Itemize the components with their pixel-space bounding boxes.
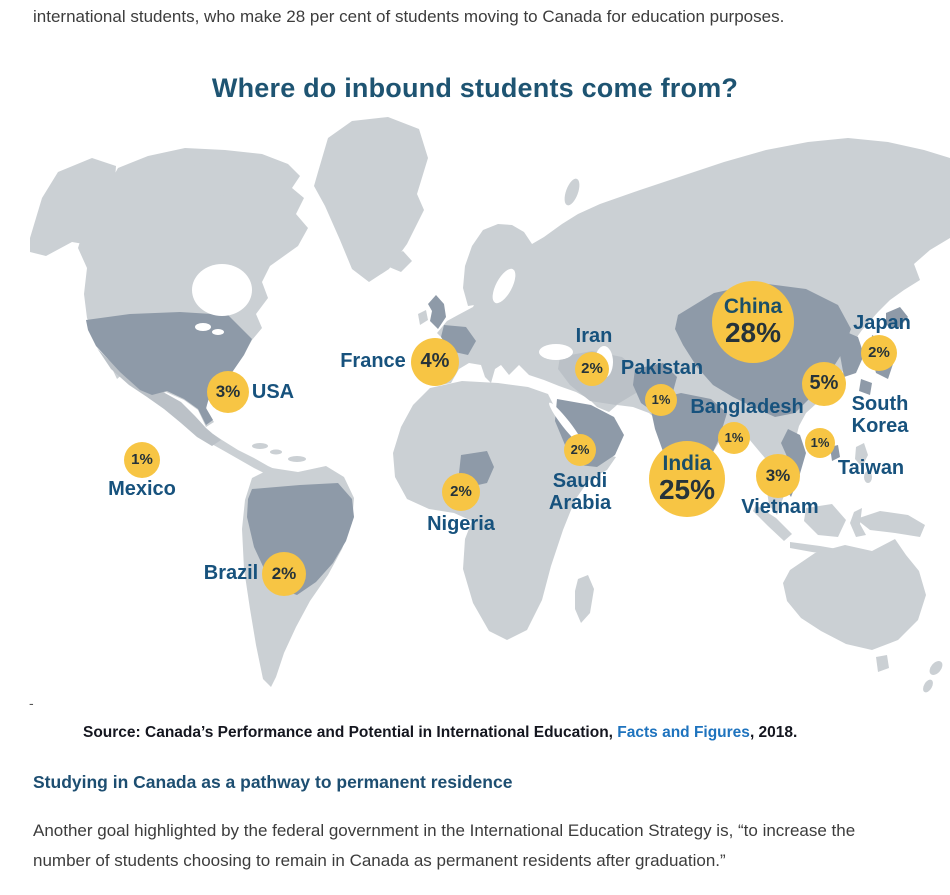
bubble-saudi-arabia — [564, 434, 596, 466]
label-line: Iran — [575, 325, 613, 347]
label-usa — [252, 381, 294, 403]
label-vietnam — [741, 496, 818, 518]
bubble-value: 4% — [420, 350, 450, 373]
map-australia — [783, 539, 926, 650]
map-great-lakes — [195, 323, 211, 331]
world-map — [0, 110, 950, 700]
intro-paragraph: international students, who make 28 per cent of students moving to Canada for education purposes. — [33, 7, 785, 26]
bubble-value: 28% — [724, 317, 782, 349]
label-nigeria — [427, 513, 495, 535]
bubble-brazil — [262, 552, 306, 596]
chart-title: Where do inbound students come from? — [211, 73, 739, 103]
label-line: Vietnam — [741, 496, 819, 518]
label-france — [340, 350, 406, 372]
label-line: Arabia — [548, 492, 612, 514]
map-black-sea — [539, 344, 573, 360]
map-caribbean-island — [270, 450, 282, 455]
bubble-value: 1% — [724, 429, 744, 445]
map-new-guinea — [856, 511, 925, 537]
map-arctic-island — [191, 163, 219, 177]
bubble-value: 25% — [658, 474, 716, 506]
label-pakistan — [621, 357, 703, 379]
label-line: Saudi — [552, 470, 608, 492]
bubble-usa — [207, 371, 249, 413]
label-taiwan — [838, 457, 904, 479]
bubble-value: 1% — [131, 450, 153, 468]
stray-dash: - — [29, 695, 34, 711]
map-arctic-island — [259, 185, 277, 195]
label-line: Japan — [853, 312, 911, 334]
label-line: Taiwan — [837, 457, 905, 479]
bubble-bangladesh — [718, 422, 750, 454]
bubble-india — [649, 441, 725, 517]
label-mexico — [108, 478, 176, 500]
label-line: Pakistan — [620, 357, 704, 379]
label-line: Brazil — [203, 562, 259, 584]
label-line: USA — [251, 381, 295, 403]
map-arctic-island — [217, 195, 233, 205]
map-caribbean-island — [288, 456, 306, 462]
label-iran — [576, 325, 613, 347]
map-madagascar — [575, 575, 594, 623]
label-line: Mexico — [108, 478, 176, 500]
bubble-value: 1% — [810, 434, 830, 450]
bubble-country-name: India — [662, 451, 712, 475]
bubble-value: 3% — [765, 465, 791, 485]
map-tasmania — [876, 655, 889, 672]
map-new-zealand — [927, 659, 945, 678]
label-line: Korea — [851, 415, 909, 437]
bubble-nigeria — [442, 473, 480, 511]
bubble-value: 2% — [868, 343, 890, 361]
bubble-value: 5% — [809, 372, 839, 395]
map-new-zealand — [921, 678, 935, 694]
map-caribbean-island — [252, 443, 268, 449]
bubble-value: 2% — [450, 482, 472, 500]
map-greenland — [314, 117, 428, 282]
label-bangladesh — [690, 396, 803, 418]
label-brazil — [204, 562, 258, 584]
bubble-country-name: China — [723, 294, 783, 318]
bubble-value: 3% — [215, 381, 241, 401]
source-link[interactable]: Facts and Figures — [617, 724, 750, 741]
map-arctic-island — [229, 172, 251, 184]
bubble-taiwan — [805, 428, 835, 458]
map-ireland — [418, 310, 428, 325]
label-japan — [853, 312, 911, 334]
bubble-value: 2% — [570, 441, 590, 457]
bubble-iran — [575, 352, 609, 386]
bubble-pakistan — [645, 384, 677, 416]
bubble-value: 2% — [581, 359, 603, 377]
map-novaya-zemlya — [562, 177, 583, 207]
source-line — [83, 724, 797, 742]
map-great-lakes — [212, 329, 224, 335]
bubble-value: 2% — [271, 563, 297, 583]
bubble-vietnam — [756, 454, 800, 498]
body-paragraph: Another goal highlighted by the federal government in the International Education Strategy is, “to increase the number of students choosing to remain in Canada as permanent residents after graduation.” — [33, 821, 856, 870]
bubble-china — [712, 281, 794, 363]
bubble-japan — [861, 335, 897, 371]
map-uk — [428, 295, 446, 329]
label-south-korea — [852, 393, 909, 437]
bubble-mexico — [124, 442, 160, 478]
source-suffix: , 2018. — [749, 724, 798, 741]
bubble-value: 1% — [651, 391, 671, 407]
label-line: Nigeria — [427, 513, 495, 535]
label-line: Bangladesh — [690, 396, 804, 418]
bubble-france — [411, 338, 459, 386]
section-heading: Studying in Canada as a pathway to permanent residence — [33, 772, 513, 792]
bubble-south-korea — [802, 362, 846, 406]
label-line: South — [851, 393, 909, 415]
label-line: France — [340, 350, 406, 372]
label-saudi-arabia — [549, 470, 611, 514]
source-prefix: Source: Canada’s Performance and Potential in International Education, — [83, 724, 618, 741]
map-hudson-bay — [192, 264, 252, 316]
